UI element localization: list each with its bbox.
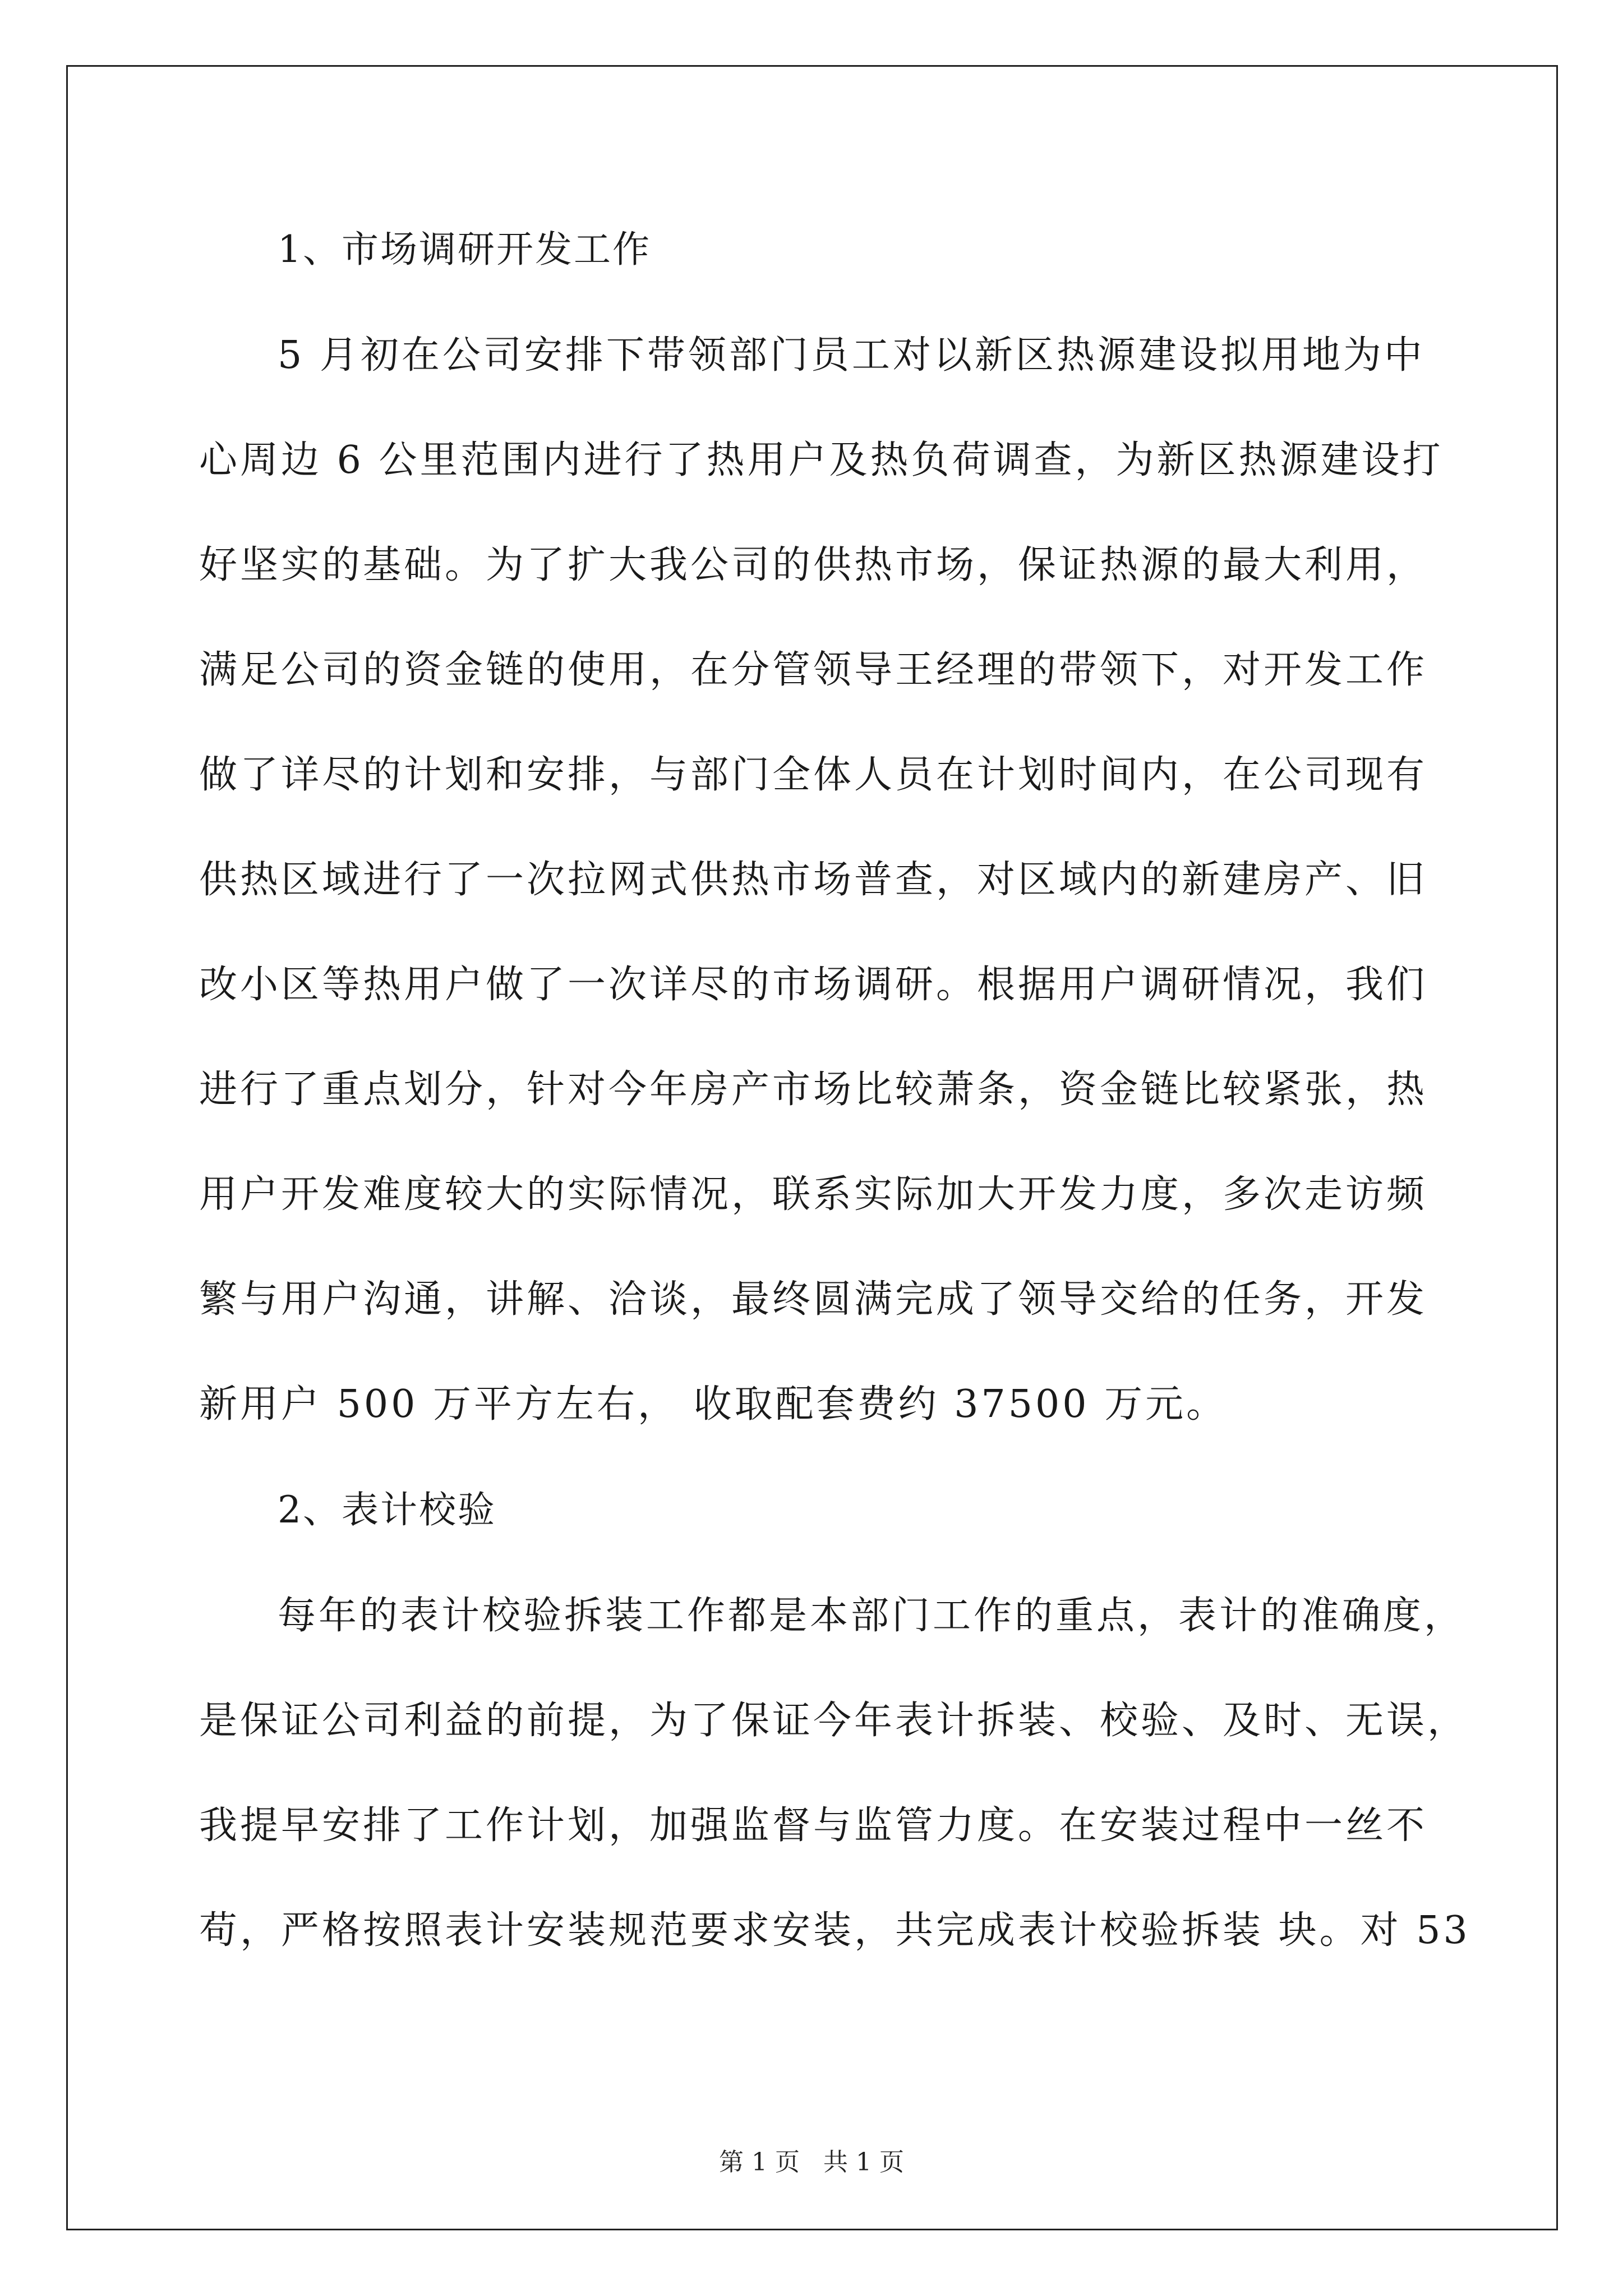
paragraph-line: 好坚实的基础。为了扩大我公司的供热市场，保证热源的最大利用， — [199, 543, 1428, 587]
paragraph-line: 5 月初在公司安排下带领部门员工对以新区热源建设拟用地为中 — [278, 333, 1425, 378]
page-number-footer: 第 1 页 共 1 页 — [719, 2148, 904, 2177]
paragraph-line: 满足公司的资金链的使用，在分管领导王经理的带领下，对开发工作 — [199, 648, 1428, 692]
paragraph-line: 进行了重点划分，针对今年房产市场比较萧条，资金链比较紧张，热 — [199, 1068, 1428, 1112]
paragraph-line: 我提早安排了工作计划，加强监督与监管力度。在安装过程中一丝不 — [199, 1803, 1428, 1848]
paragraph-line: 每年的表计校验拆装工作都是本部门工作的重点，表计的准确度， — [278, 1594, 1465, 1638]
section-heading-1: 1、市场调研开发工作 — [278, 228, 651, 271]
paragraph-line: 繁与用户沟通，讲解、洽谈，最终圆满完成了领导交给的任务，开发 — [199, 1277, 1428, 1322]
section-heading-2: 2、表计校验 — [278, 1488, 496, 1531]
paragraph-line: 是保证公司利益的前提，为了保证今年表计拆装、校验、及时、无误， — [199, 1699, 1469, 1743]
paragraph-line: 新用户 500 万平方左右， 收取配套费约 37500 万元。 — [199, 1382, 1228, 1427]
paragraph-line: 用户开发难度较大的实际情况，联系实际加大开发力度，多次走访频 — [199, 1172, 1428, 1217]
paragraph-line: 心周边 6 公里范围内进行了热用户及热负荷调查，为新区热源建设打 — [199, 438, 1444, 482]
paragraph-line: 供热区域进行了一次拉网式供热市场普查，对区域内的新建房产、旧 — [199, 858, 1428, 902]
paragraph-line: 改小区等热用户做了一次详尽的市场调研。根据用户调研情况，我们 — [199, 963, 1428, 1007]
paragraph-line: 苟，严格按照表计安装规范要求安装，共完成表计校验拆装 块。对 53 — [199, 1908, 1470, 1953]
paragraph-line: 做了详尽的计划和安排，与部门全体人员在计划时间内，在公司现有 — [199, 753, 1428, 797]
document-body — [199, 196, 1470, 1983]
